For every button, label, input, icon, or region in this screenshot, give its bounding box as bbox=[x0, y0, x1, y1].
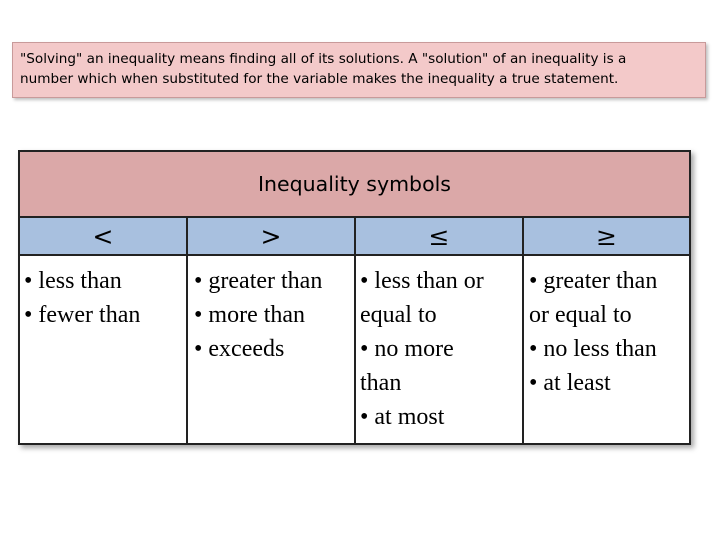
definition-box bbox=[12, 42, 706, 98]
less-than-symbol: < bbox=[20, 218, 186, 256]
list-item: • more than bbox=[194, 302, 306, 328]
list-item: • at most bbox=[360, 404, 445, 430]
column-greater-than bbox=[188, 218, 356, 445]
greater-than-symbol: > bbox=[188, 218, 354, 256]
column-items bbox=[524, 256, 689, 400]
column-items bbox=[356, 256, 522, 434]
definition-line-1: "Solving" an inequality means finding all of its solutions. A "solution" of an inequality is a bbox=[20, 51, 627, 67]
list-item: • greater than bbox=[529, 268, 658, 294]
column-items bbox=[20, 256, 186, 332]
list-item: • at least bbox=[529, 370, 611, 396]
list-item: • fewer than bbox=[24, 302, 141, 328]
list-item: than bbox=[360, 370, 402, 396]
list-item: or equal to bbox=[529, 302, 632, 328]
definition-line-2: number which when substituted for the variable makes the inequality a true statement. bbox=[20, 71, 619, 87]
column-greater-than-or-equal bbox=[524, 218, 689, 445]
list-item: • no less than bbox=[529, 336, 657, 362]
list-item: • no more bbox=[360, 336, 454, 362]
inequality-symbols-table bbox=[18, 150, 691, 445]
column-items bbox=[188, 256, 354, 366]
list-item: • greater than bbox=[194, 268, 323, 294]
list-item: • less than or bbox=[360, 268, 484, 294]
list-item: • less than bbox=[24, 268, 122, 294]
list-item: equal to bbox=[360, 302, 437, 328]
column-less-than bbox=[20, 218, 188, 445]
column-less-than-or-equal bbox=[356, 218, 524, 445]
list-item: • exceeds bbox=[194, 336, 285, 362]
table-title: Inequality symbols bbox=[20, 152, 689, 218]
greater-than-or-equal-symbol: ≥ bbox=[524, 218, 689, 256]
less-than-or-equal-symbol: ≤ bbox=[356, 218, 522, 256]
table-columns bbox=[20, 218, 689, 445]
